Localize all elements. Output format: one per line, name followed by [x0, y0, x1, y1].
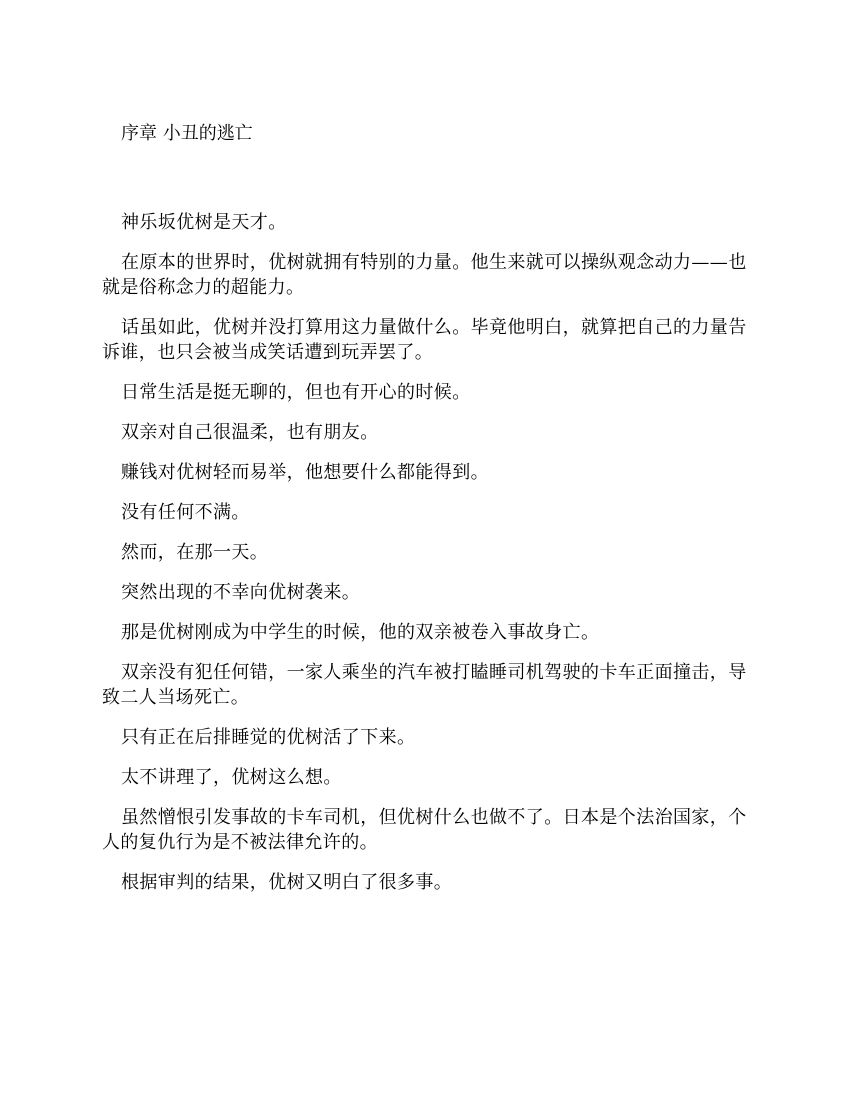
- paragraph: 话虽如此，优树并没打算用这力量做什么。毕竟他明白，就算把自己的力量告诉谁，也只会被当成笑话遭到玩弄罢了。: [102, 317, 747, 363]
- paragraph: 日常生活是挺无聊的，但也有开心的时候。: [121, 382, 471, 403]
- chapter-body: [102, 210, 752, 910]
- paragraph: 突然出现的不幸向优树袭来。: [121, 582, 361, 603]
- paragraph: 神乐坂优树是天才。: [121, 212, 287, 233]
- paragraph: 然而，在那一天。: [121, 542, 269, 563]
- paragraph: 没有任何不满。: [121, 502, 250, 523]
- paragraph: 太不讲理了，优树这么想。: [121, 767, 342, 788]
- paragraph: 双亲对自己很温柔，也有朋友。: [121, 422, 379, 443]
- paragraph: 双亲没有犯任何错，一家人乘坐的汽车被打瞌睡司机驾驶的卡车正面撞击，导致二人当场死亡。: [102, 662, 747, 708]
- paragraph: 虽然憎恨引发事故的卡车司机，但优树什么也做不了。日本是个法治国家，个人的复仇行为是不被法律允许的。: [102, 807, 747, 853]
- paragraph: 在原本的世界时，优树就拥有特别的力量。他生来就可以操纵观念动力——也就是俗称念力的超能力。: [102, 252, 747, 298]
- paragraph: 那是优树刚成为中学生的时候，他的双亲被卷入事故身亡。: [121, 622, 600, 643]
- paragraph: 只有正在后排睡觉的优树活了下来。: [121, 727, 416, 748]
- paragraph: 赚钱对优树轻而易举，他想要什么都能得到。: [121, 462, 489, 483]
- chapter-title: 序章 小丑的逃亡: [121, 123, 253, 144]
- paragraph: 根据审判的结果，优树又明白了很多事。: [121, 872, 453, 893]
